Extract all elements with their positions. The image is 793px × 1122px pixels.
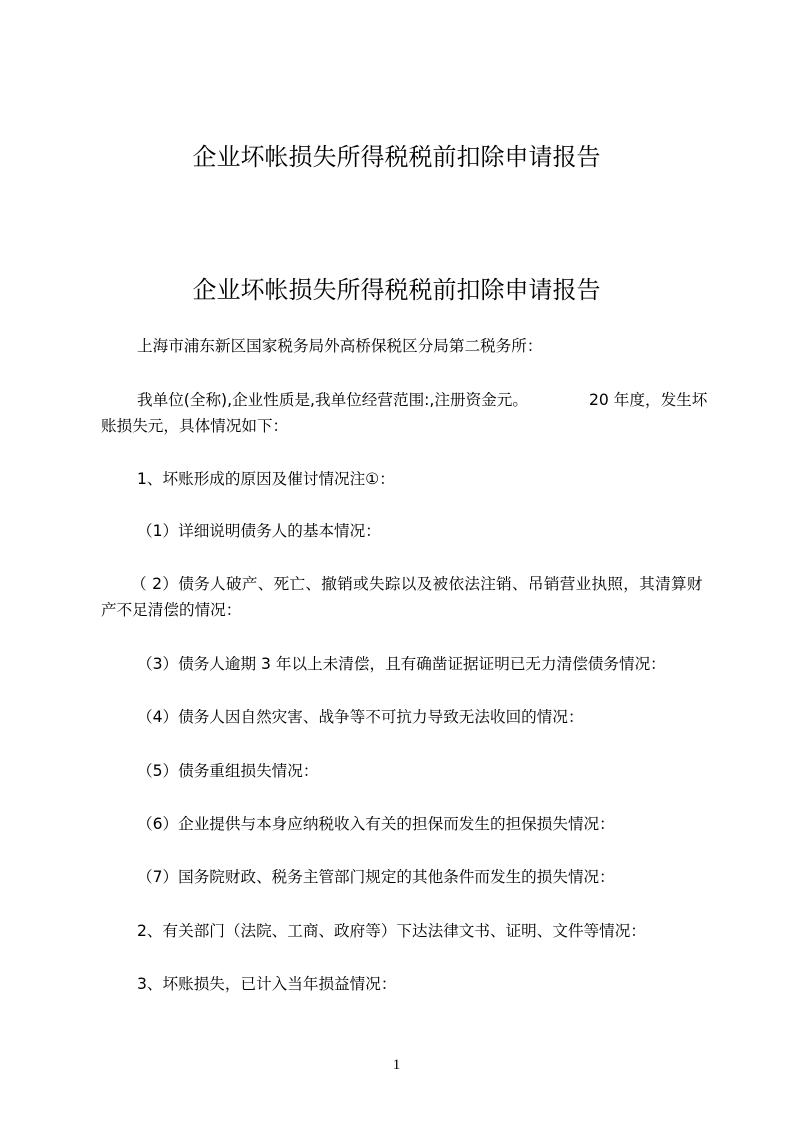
section-1-item-3: （3）债务人逾期 3 年以上未清偿，且有确凿证据证明已无力清偿债务情况： xyxy=(137,655,666,673)
section-1-heading: 1、坏账形成的原因及催讨情况注①： xyxy=(137,470,395,488)
section-1-item-7: （7）国务院财政、税务主管部门规定的其他条件而发生的损失情况： xyxy=(137,868,615,886)
section-1-item-2-line-2: 产不足清偿的情况： xyxy=(101,601,242,619)
section-1-item-2-line-1: （ 2）债务人破产、死亡、撤销或失踪以及被依法注销、吊销营业执照，其清算财 xyxy=(131,575,703,593)
section-3-heading: 3、坏账损失，已计入当年损益情况： xyxy=(137,975,397,993)
addressee-line: 上海市浦东新区国家税务局外高桥保税区分局第二税务所： xyxy=(137,337,543,355)
page-number: 1 xyxy=(392,1057,401,1073)
intro-line-1-part-1: 我单位(全称),企业性质是,我单位经营范围:,注册资金元。 xyxy=(137,391,528,409)
section-1-item-5: （5）债务重组损失情况： xyxy=(137,762,319,780)
document-title-main: 企业坏帐损失所得税税前扣除申请报告 xyxy=(192,276,601,304)
document-title-top: 企业坏帐损失所得税税前扣除申请报告 xyxy=(192,143,601,171)
section-1-item-6: （6）企业提供与本身应纳税收入有关的担保而发生的担保损失情况： xyxy=(137,815,615,833)
intro-line-1-part-2: 20 年度，发生坏 xyxy=(589,391,708,409)
section-1-item-1: （1）详细说明债务人的基本情况： xyxy=(137,522,381,540)
section-2-heading: 2、有关部门（法院、工商、政府等）下达法律文书、证明、文件等情况： xyxy=(137,922,646,940)
intro-line-2: 账损失元，具体情况如下： xyxy=(101,417,289,435)
section-1-item-4: （4）债务人因自然灾害、战争等不可抗力导致无法收回的情况： xyxy=(137,708,584,726)
